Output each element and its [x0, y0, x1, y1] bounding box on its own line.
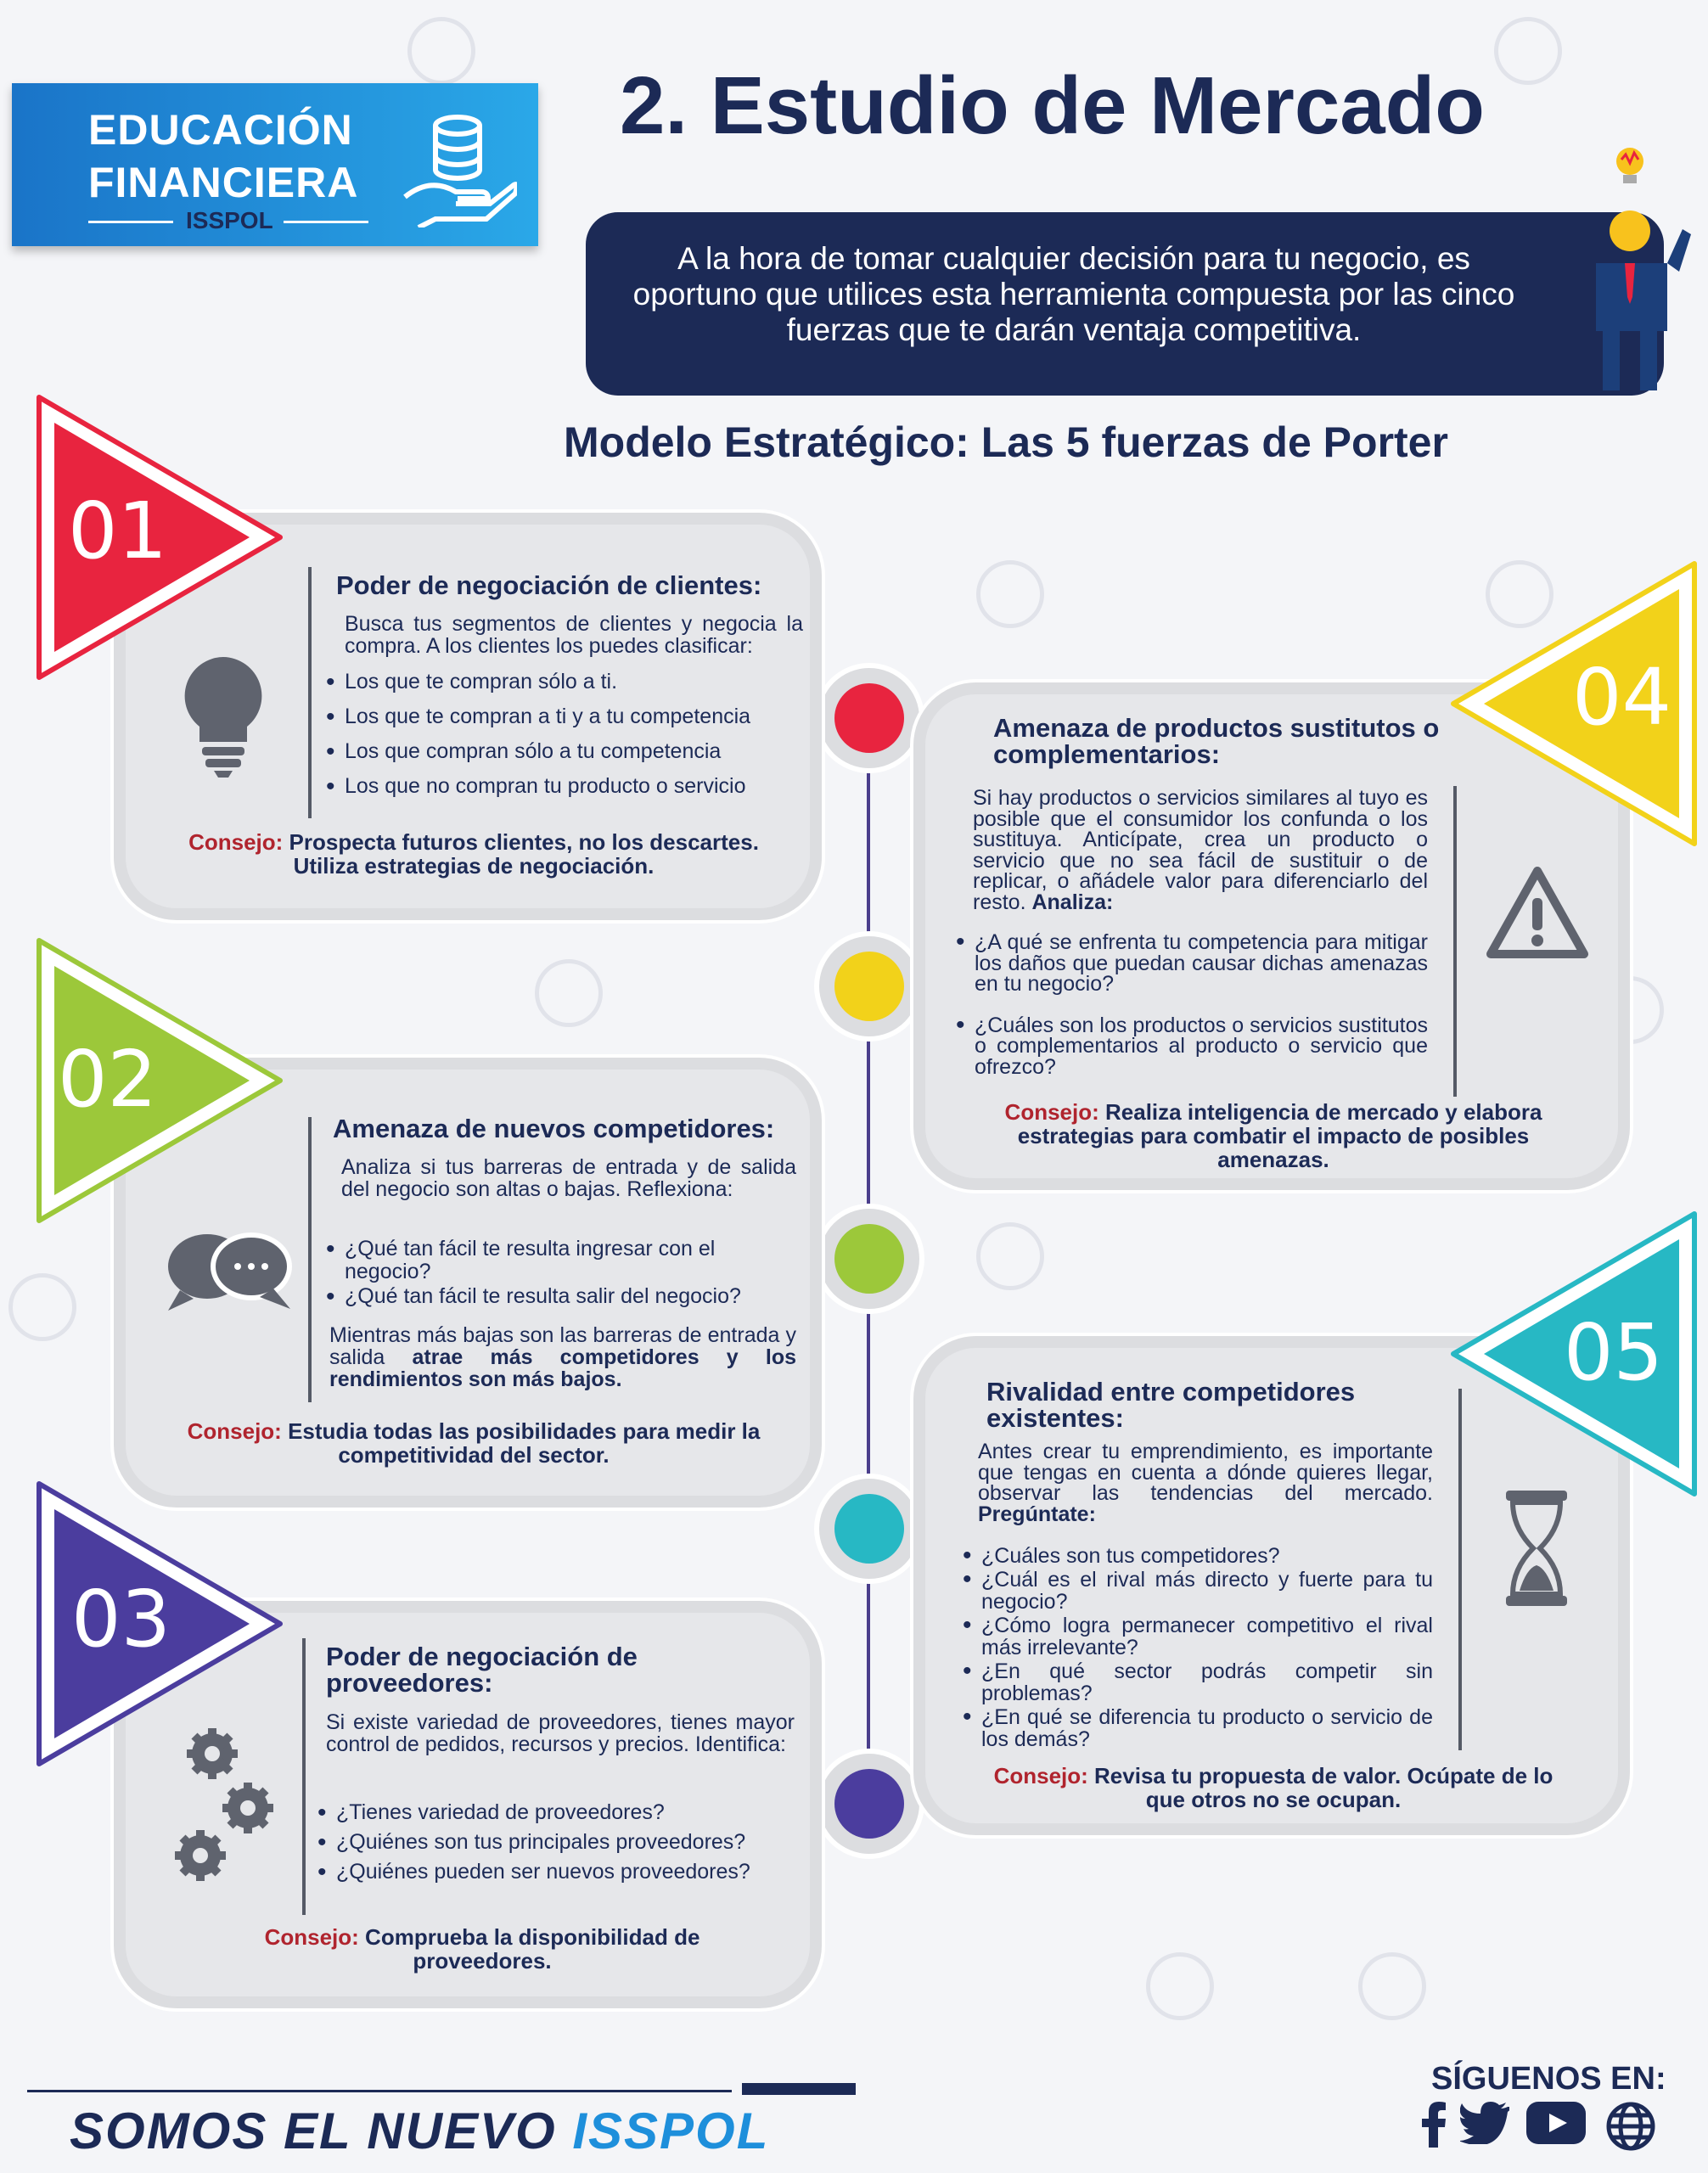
timeline-dot-05 — [819, 1479, 919, 1579]
tip-label: Consejo: — [993, 1763, 1088, 1788]
facebook-icon[interactable] — [1421, 2102, 1447, 2148]
tip-label: Consejo: — [187, 1418, 282, 1444]
timeline-dot-01 — [819, 668, 919, 768]
list-item: • Los que te compran sólo a ti. — [326, 671, 801, 693]
card-list — [326, 1238, 801, 1320]
number-03: 03 — [71, 1574, 171, 1665]
slogan-prefix: SOMOS EL NUEVO — [70, 2103, 573, 2159]
badge-line1: EDUCACIÓN — [88, 106, 353, 154]
card-title: Poder de negociación de clientes: — [336, 570, 762, 600]
tip-label: Consejo: — [1004, 1099, 1099, 1125]
number-01: 01 — [68, 486, 168, 576]
list-item: • ¿Qué tan fácil te resulta salir del negocio? — [326, 1285, 801, 1308]
number-05: 05 — [1564, 1307, 1664, 1398]
card-title: Amenaza de nuevos competidores: — [333, 1114, 775, 1143]
twitter-icon[interactable] — [1460, 2102, 1509, 2144]
tip-text: Revisa tu propuesta de valor. Ocúpate de lo que otros no se ocupan. — [1094, 1763, 1553, 1812]
timeline-dot-04 — [819, 936, 919, 1036]
chat-bubbles-icon — [163, 1226, 299, 1319]
intro-text: A la hora de tomar cualquier decisión para tu negocio, es oportuno que utilices esta herramienta compuesta por las cinco fuerzas que te darán ventaja competitiva. — [632, 241, 1515, 347]
badge-line2: FINANCIERA — [88, 159, 359, 206]
timeline-dot-03 — [819, 1754, 919, 1854]
brand-badge — [12, 83, 538, 246]
card-description — [978, 1441, 1433, 1524]
warning-icon — [1484, 864, 1591, 963]
card-divider — [308, 567, 312, 818]
extra-bold: atrae más competidores y los rendimientos son más bajos. — [329, 1345, 796, 1391]
intro-box — [586, 212, 1664, 396]
footer-divider — [27, 2090, 732, 2092]
card-tip — [976, 1100, 1570, 1171]
follow-label: SÍGUENOS EN: — [1431, 2061, 1666, 2097]
desc-bold: Pregúntate: — [978, 1502, 1096, 1526]
card-list — [326, 671, 801, 810]
list-item: • ¿Cuáles son los productos o servicios sustitutos o complementarios al producto o servicio que ofrezco? — [956, 1015, 1428, 1078]
extra-text: Mientras más bajas son las barreras de entrada y salida — [329, 1323, 796, 1369]
card-title: Rivalidad entre competidores existentes: — [986, 1377, 1356, 1433]
list-item: • ¿Tienes variedad de proveedores? — [317, 1801, 801, 1824]
footer-accent-bar — [742, 2083, 856, 2095]
list-item: • ¿Cuál es el rival más directo y fuerte para tu negocio? — [963, 1569, 1433, 1613]
desc-bold: Analiza: — [1031, 890, 1114, 914]
list-item: • Los que te compran a ti y a tu competencia — [326, 705, 801, 728]
card-divider — [302, 1638, 306, 1915]
card-description: Busca tus segmentos de clientes y negocia la compra. A los clientes los puedes clasificar: — [345, 612, 803, 658]
card-description: Si existe variedad de proveedores, tienes mayor control de pedidos, recursos y precios. Identifica: — [326, 1710, 795, 1756]
timeline-dot-02 — [819, 1209, 919, 1309]
tip-text: Prospecta futuros clientes, no los descartes. Utiliza estrategias de negociación. — [289, 829, 759, 879]
web-icon[interactable] — [1606, 2102, 1655, 2151]
card-title: Poder de negociación de proveedores: — [326, 1642, 638, 1698]
number-04: 04 — [1572, 652, 1672, 743]
youtube-icon[interactable] — [1526, 2102, 1586, 2144]
card-list — [956, 932, 1428, 1089]
tip-label: Consejo: — [264, 1924, 359, 1950]
section-subtitle: Modelo Estratégico: Las 5 fuerzas de Porter — [564, 418, 1448, 466]
card-tip — [976, 1764, 1570, 1811]
card-extra — [329, 1324, 796, 1390]
card-description: Analiza si tus barreras de entrada y de salida del negocio son altas o bajas. Reflexiona: — [341, 1155, 796, 1201]
list-item: • ¿En qué se diferencia tu producto o servicio de los demás? — [963, 1706, 1433, 1750]
tip-text: Estudia todas las posibilidades para medir la competitividad del sector. — [288, 1418, 761, 1468]
coins-hand-icon — [398, 109, 517, 227]
tip-text: Comprueba la disponibilidad de proveedores. — [365, 1924, 700, 1974]
businessman-idea-icon — [1579, 136, 1698, 399]
list-item: • Los que no compran tu producto o servicio — [326, 775, 801, 798]
list-item: • ¿A qué se enfrenta tu competencia para mitigar los daños que puedan causar dichas amenazas en tu negocio? — [956, 932, 1428, 995]
list-item: • ¿Cuáles son tus competidores? — [963, 1545, 1433, 1567]
number-02: 02 — [58, 1034, 158, 1125]
list-item: • Los que compran sólo a tu competencia — [326, 740, 801, 763]
footer-slogan — [70, 2102, 769, 2160]
hourglass-icon — [1503, 1489, 1570, 1608]
card-tip — [244, 1925, 720, 1973]
page-title: 2. Estudio de Mercado — [620, 60, 1485, 151]
card-list — [317, 1801, 801, 1895]
desc-text: Antes crear tu emprendimiento, es importante que tengas en cuenta a dónde quieres llegar, observar las tendencias del mercado. — [978, 1440, 1433, 1505]
card-tip — [160, 1419, 788, 1467]
tip-label: Consejo: — [188, 829, 284, 855]
slogan-accent: ISSPOL — [572, 2103, 770, 2159]
badge-divider — [88, 221, 173, 223]
card-title: Amenaza de productos sustitutos o complementarios: — [993, 713, 1440, 769]
list-item: • ¿Qué tan fácil te resulta ingresar con el negocio? — [326, 1238, 801, 1283]
card-list — [963, 1545, 1433, 1762]
card-tip — [160, 830, 788, 878]
list-item: • ¿En qué sector podrás competir sin problemas? — [963, 1660, 1433, 1704]
card-divider — [308, 1117, 312, 1402]
badge-line3: ISSPOL — [186, 207, 273, 233]
list-item: • ¿Quiénes pueden ser nuevos proveedores? — [317, 1861, 801, 1884]
card-description — [973, 788, 1428, 912]
tip-text: Realiza inteligencia de mercado y elabora estrategias para combatir el impacto de posibles amenazas. — [1017, 1099, 1542, 1172]
badge-divider — [284, 221, 368, 223]
desc-text: Si hay productos o servicios similares al tuyo es posible que el consumidor los confunda o los sustituya. Anticípate, crea un producto o servicio que no sea fácil de sustituir o de replicar, o añádele valor para diferenciarlo del resto. — [973, 786, 1428, 914]
list-item: • ¿Quiénes son tus principales proveedores? — [317, 1831, 801, 1854]
list-item: • ¿Cómo logra permanecer competitivo el rival más irrelevante? — [963, 1614, 1433, 1659]
